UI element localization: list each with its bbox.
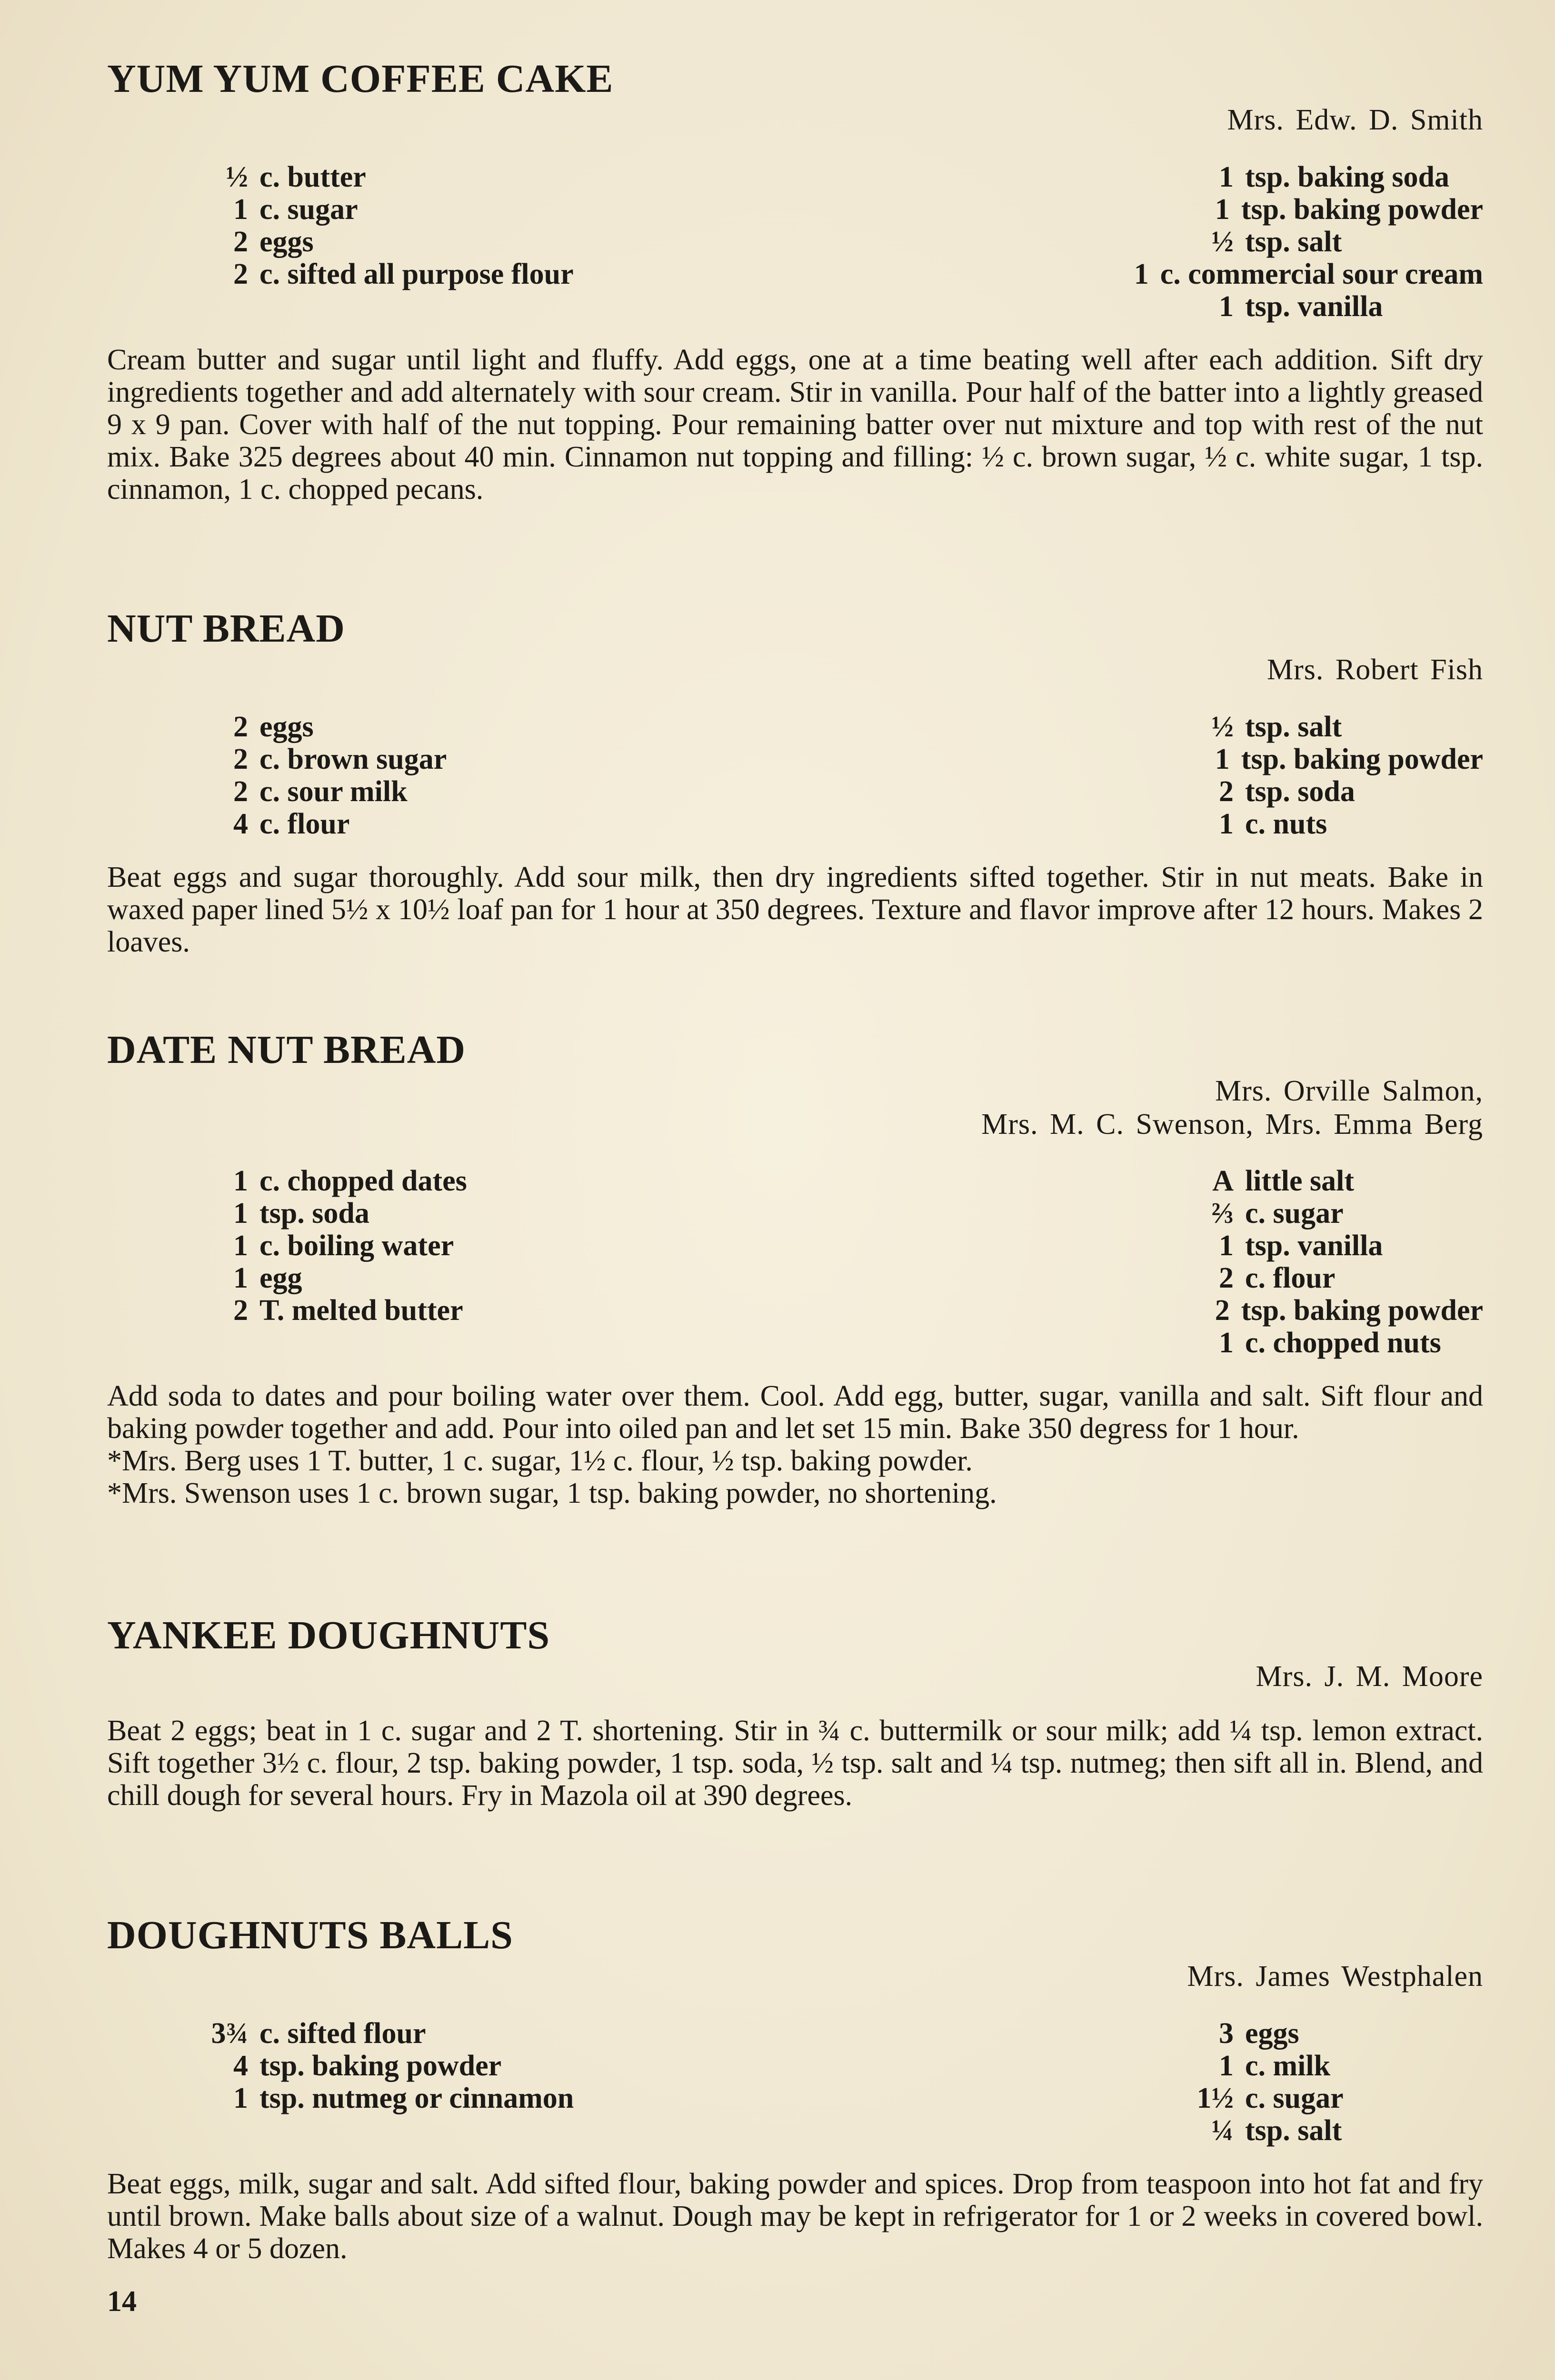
ingredient-list bbox=[107, 1165, 1483, 1359]
ingredient-name: tsp. baking powder bbox=[259, 2049, 502, 2082]
ingredient-row bbox=[107, 743, 869, 775]
ingredient-quantity: 1 bbox=[1219, 2049, 1234, 2082]
ingredient-quantity: 4 bbox=[233, 2049, 248, 2082]
ingredient-name: c. sugar bbox=[1245, 2082, 1344, 2114]
ingredient-quantity: 1 bbox=[1219, 1327, 1234, 1359]
ingredient-row bbox=[107, 258, 869, 290]
ingredient-quantity: ⅔ bbox=[1211, 1197, 1234, 1230]
ingredient-quantity: 4 bbox=[233, 807, 248, 840]
ingredient-row bbox=[107, 1197, 869, 1230]
ingredient-quantity: A bbox=[1212, 1165, 1234, 1198]
ingredient-name: c. butter bbox=[259, 160, 366, 193]
contributor-list bbox=[107, 104, 1483, 137]
recipe-directions bbox=[107, 344, 1483, 506]
ingredient-row bbox=[107, 775, 869, 808]
directions-paragraph: *Mrs. Swenson uses 1 c. brown sugar, 1 tsp. baking powder, no shortening. bbox=[107, 1477, 997, 1510]
ingredient-quantity: ½ bbox=[1211, 225, 1234, 258]
directions-paragraph: Beat eggs, milk, sugar and salt. Add sifted flour, baking powder and spices. Drop from teaspoon into hot fat and fry until brown. Make balls about size of a walnut. Dough may be kept in refrigerator for 1 or 2 weeks in covered bowl. Makes 4 or 5 dozen. bbox=[107, 2167, 1483, 2265]
ingredient-name: tsp. baking powder bbox=[1241, 193, 1483, 226]
ingredient-column-left bbox=[107, 161, 869, 323]
ingredient-row bbox=[869, 1294, 1483, 1327]
ingredient-row bbox=[107, 161, 869, 193]
ingredient-name: c. sugar bbox=[1245, 1197, 1344, 1230]
ingredient-quantity: 2 bbox=[1219, 1262, 1234, 1295]
contributor-name: Mrs. Robert Fish bbox=[1267, 654, 1483, 686]
recipe-directions bbox=[107, 2168, 1483, 2265]
ingredient-row bbox=[869, 711, 1483, 743]
ingredient-quantity: 2 bbox=[1215, 1294, 1230, 1327]
ingredient-name: c. milk bbox=[1245, 2049, 1331, 2082]
ingredient-column-right bbox=[869, 161, 1483, 323]
ingredient-row bbox=[869, 226, 1483, 258]
contributor-name: Mrs. J. M. Moore bbox=[1256, 1660, 1483, 1693]
ingredient-name: c. brown sugar bbox=[259, 743, 447, 775]
directions-paragraph: Beat 2 eggs; beat in 1 c. sugar and 2 T. shortening. Stir in ¾ c. buttermilk or sour milk; add ¼ tsp. lemon extract. Sift together 3½ c. flour, 2 tsp. baking powder, 1 tsp. soda, ½ tsp. salt and ¼ tsp. nutmeg; then sift all in. Blend, and chill dough for several hours. Fry in Mazola oil at 390 degrees. bbox=[107, 1714, 1483, 1812]
ingredient-quantity: 1 bbox=[1219, 290, 1234, 323]
ingredient-quantity: 3¾ bbox=[211, 2017, 248, 2050]
recipe-title: NUT BREAD bbox=[107, 606, 345, 651]
ingredient-name: c. commercial sour cream bbox=[1160, 258, 1483, 290]
ingredient-quantity: 1 bbox=[1219, 1230, 1234, 1262]
ingredient-quantity: 1 bbox=[233, 1262, 248, 1295]
recipe-directions bbox=[107, 1380, 1483, 1509]
ingredient-quantity: ½ bbox=[226, 160, 248, 193]
ingredient-row bbox=[107, 2017, 869, 2050]
ingredient-column-right bbox=[869, 711, 1483, 840]
ingredient-name: c. nuts bbox=[1245, 807, 1327, 840]
ingredient-quantity: 2 bbox=[233, 775, 248, 808]
ingredient-quantity: 2 bbox=[233, 743, 248, 775]
ingredient-row bbox=[869, 1197, 1483, 1230]
ingredient-name: tsp. vanilla bbox=[1245, 290, 1383, 323]
ingredient-column-left bbox=[107, 1165, 869, 1359]
contributor-name: Mrs. Edw. D. Smith bbox=[1227, 104, 1483, 137]
ingredient-name: eggs bbox=[259, 225, 314, 258]
ingredient-name: T. melted butter bbox=[259, 1294, 463, 1327]
ingredient-row bbox=[869, 2082, 1483, 2114]
recipe-title: DATE NUT BREAD bbox=[107, 1028, 466, 1072]
contributor-list bbox=[107, 1960, 1483, 1993]
ingredient-row bbox=[869, 193, 1483, 226]
contributor-list bbox=[107, 654, 1483, 686]
ingredient-quantity: 2 bbox=[233, 710, 248, 743]
directions-paragraph: Beat eggs and sugar thoroughly. Add sour milk, then dry ingredients sifted together. Stir in nut meats. Bake in waxed paper lined 5½ x 10½ loaf pan for 1 hour at 350 degrees. Texture and flavor improve after 12 hours. Makes 2 loaves. bbox=[107, 861, 1483, 958]
ingredient-row bbox=[869, 1165, 1483, 1197]
page-number: 14 bbox=[107, 2285, 137, 2318]
ingredient-quantity: 2 bbox=[233, 225, 248, 258]
ingredient-name: eggs bbox=[259, 710, 314, 743]
ingredient-row bbox=[869, 808, 1483, 840]
ingredient-quantity: 1 bbox=[1219, 160, 1234, 193]
recipe-title: DOUGHNUTS BALLS bbox=[107, 1913, 513, 1957]
contributor-list bbox=[107, 1075, 1483, 1141]
ingredient-column-right bbox=[869, 1165, 1483, 1359]
ingredient-name: tsp. baking soda bbox=[1245, 160, 1450, 193]
ingredient-row bbox=[107, 808, 869, 840]
contributor-name: Mrs. James Westphalen bbox=[1187, 1960, 1483, 1993]
ingredient-row bbox=[107, 1165, 869, 1197]
recipe-title: YANKEE DOUGHNUTS bbox=[107, 1613, 550, 1657]
ingredient-quantity: 1½ bbox=[1196, 2082, 1234, 2114]
ingredient-name: c. sour milk bbox=[259, 775, 408, 808]
contributor-list bbox=[107, 1660, 1483, 1693]
ingredient-row bbox=[869, 2114, 1483, 2147]
ingredient-quantity: 1 bbox=[1215, 743, 1230, 775]
ingredient-name: c. sifted flour bbox=[259, 2017, 426, 2050]
ingredient-column-right bbox=[869, 2017, 1483, 2147]
ingredient-name: c. sifted all purpose flour bbox=[259, 258, 574, 290]
ingredient-quantity: 1 bbox=[233, 1165, 248, 1198]
ingredient-row bbox=[107, 193, 869, 226]
ingredient-name: tsp. vanilla bbox=[1245, 1230, 1383, 1262]
recipe-directions bbox=[107, 1715, 1483, 1812]
ingredient-quantity: 1 bbox=[1215, 193, 1230, 226]
ingredient-row bbox=[869, 775, 1483, 808]
ingredient-row bbox=[107, 2050, 869, 2082]
ingredient-quantity: 2 bbox=[233, 1294, 248, 1327]
ingredient-list bbox=[107, 161, 1483, 323]
ingredient-quantity: 1 bbox=[233, 2082, 248, 2114]
ingredient-name: tsp. salt bbox=[1245, 710, 1342, 743]
directions-paragraph: Add soda to dates and pour boiling water over them. Cool. Add egg, butter, sugar, vanilla and salt. Sift flour and baking powder together and add. Pour into oiled pan and let set 15 min. Bake 350 degress for 1 hour. bbox=[107, 1380, 1483, 1445]
ingredient-name: c. sugar bbox=[259, 193, 358, 226]
contributor-name: Mrs. M. C. Swenson, Mrs. Emma Berg bbox=[981, 1108, 1483, 1140]
ingredient-name: tsp. soda bbox=[1245, 775, 1355, 808]
recipe-title: YUM YUM COFFEE CAKE bbox=[107, 57, 614, 101]
ingredient-quantity: 1 bbox=[233, 1230, 248, 1262]
contributor-name: Mrs. Orville Salmon, bbox=[1215, 1075, 1483, 1108]
ingredient-row bbox=[869, 290, 1483, 323]
recipe-yankee-doughnuts bbox=[107, 1614, 1483, 1812]
recipe-directions bbox=[107, 861, 1483, 958]
ingredient-quantity: 1 bbox=[233, 193, 248, 226]
ingredient-quantity: ½ bbox=[1211, 710, 1234, 743]
ingredient-column-left bbox=[107, 2017, 869, 2147]
directions-paragraph: *Mrs. Berg uses 1 T. butter, 1 c. sugar, 1½ c. flour, ½ tsp. baking powder. bbox=[107, 1445, 973, 1478]
ingredient-row bbox=[107, 711, 869, 743]
ingredient-name: tsp. salt bbox=[1245, 2114, 1342, 2147]
ingredient-name: tsp. soda bbox=[259, 1197, 369, 1230]
ingredient-quantity: ¼ bbox=[1211, 2114, 1234, 2147]
ingredient-row bbox=[869, 258, 1483, 290]
ingredient-quantity: 1 bbox=[1219, 807, 1234, 840]
ingredient-column-left bbox=[107, 711, 869, 840]
ingredient-name: little salt bbox=[1245, 1165, 1354, 1198]
directions-paragraph: Cream butter and sugar until light and fluffy. Add eggs, one at a time beating well after each addition. Sift dry ingredients together and add alternately with sour cream. Stir in vanilla. Pour half of the batter into a lightly greased 9 x 9 pan. Cover with half of the nut topping. Pour remaining batter over nut mixture and top with rest of the nut mix. Bake 325 degrees about 40 min. Cinnamon nut topping and filling: ½ c. brown sugar, ½ c. white sugar, 1 tsp. cinnamon, 1 c. chopped pecans. bbox=[107, 343, 1483, 506]
ingredient-name: egg bbox=[259, 1262, 302, 1295]
ingredient-name: tsp. baking powder bbox=[1241, 743, 1483, 775]
ingredient-row bbox=[869, 743, 1483, 775]
ingredient-name: tsp. nutmeg or cinnamon bbox=[259, 2082, 574, 2114]
ingredient-row bbox=[869, 2017, 1483, 2050]
ingredient-row bbox=[107, 1262, 869, 1294]
recipe-doughnuts-balls bbox=[107, 1914, 1483, 2265]
ingredient-quantity: 1 bbox=[1134, 258, 1149, 290]
recipe-yum-yum-coffee-cake bbox=[107, 57, 1483, 506]
ingredient-row bbox=[869, 161, 1483, 193]
ingredient-name: c. chopped nuts bbox=[1245, 1327, 1441, 1359]
ingredient-name: eggs bbox=[1245, 2017, 1299, 2050]
ingredient-row bbox=[107, 226, 869, 258]
ingredient-row bbox=[869, 1262, 1483, 1294]
ingredient-row bbox=[869, 1327, 1483, 1359]
ingredient-quantity: 2 bbox=[1219, 775, 1234, 808]
ingredient-row bbox=[107, 2082, 869, 2114]
ingredient-quantity: 3 bbox=[1219, 2017, 1234, 2050]
ingredient-quantity: 1 bbox=[233, 1197, 248, 1230]
ingredient-list bbox=[107, 2017, 1483, 2147]
ingredient-name: c. flour bbox=[1245, 1262, 1336, 1295]
ingredient-name: tsp. salt bbox=[1245, 225, 1342, 258]
ingredient-name: c. boiling water bbox=[259, 1230, 454, 1262]
ingredient-list bbox=[107, 711, 1483, 840]
ingredient-name: c. flour bbox=[259, 807, 350, 840]
ingredient-name: c. chopped dates bbox=[259, 1165, 467, 1198]
ingredient-row bbox=[869, 2050, 1483, 2082]
ingredient-quantity: 2 bbox=[233, 258, 248, 290]
ingredient-row bbox=[107, 1230, 869, 1262]
recipe-nut-bread bbox=[107, 607, 1483, 958]
ingredient-row bbox=[869, 1230, 1483, 1262]
recipe-date-nut-bread bbox=[107, 1028, 1483, 1509]
ingredient-name: tsp. baking powder bbox=[1241, 1294, 1483, 1327]
ingredient-row bbox=[107, 1294, 869, 1327]
